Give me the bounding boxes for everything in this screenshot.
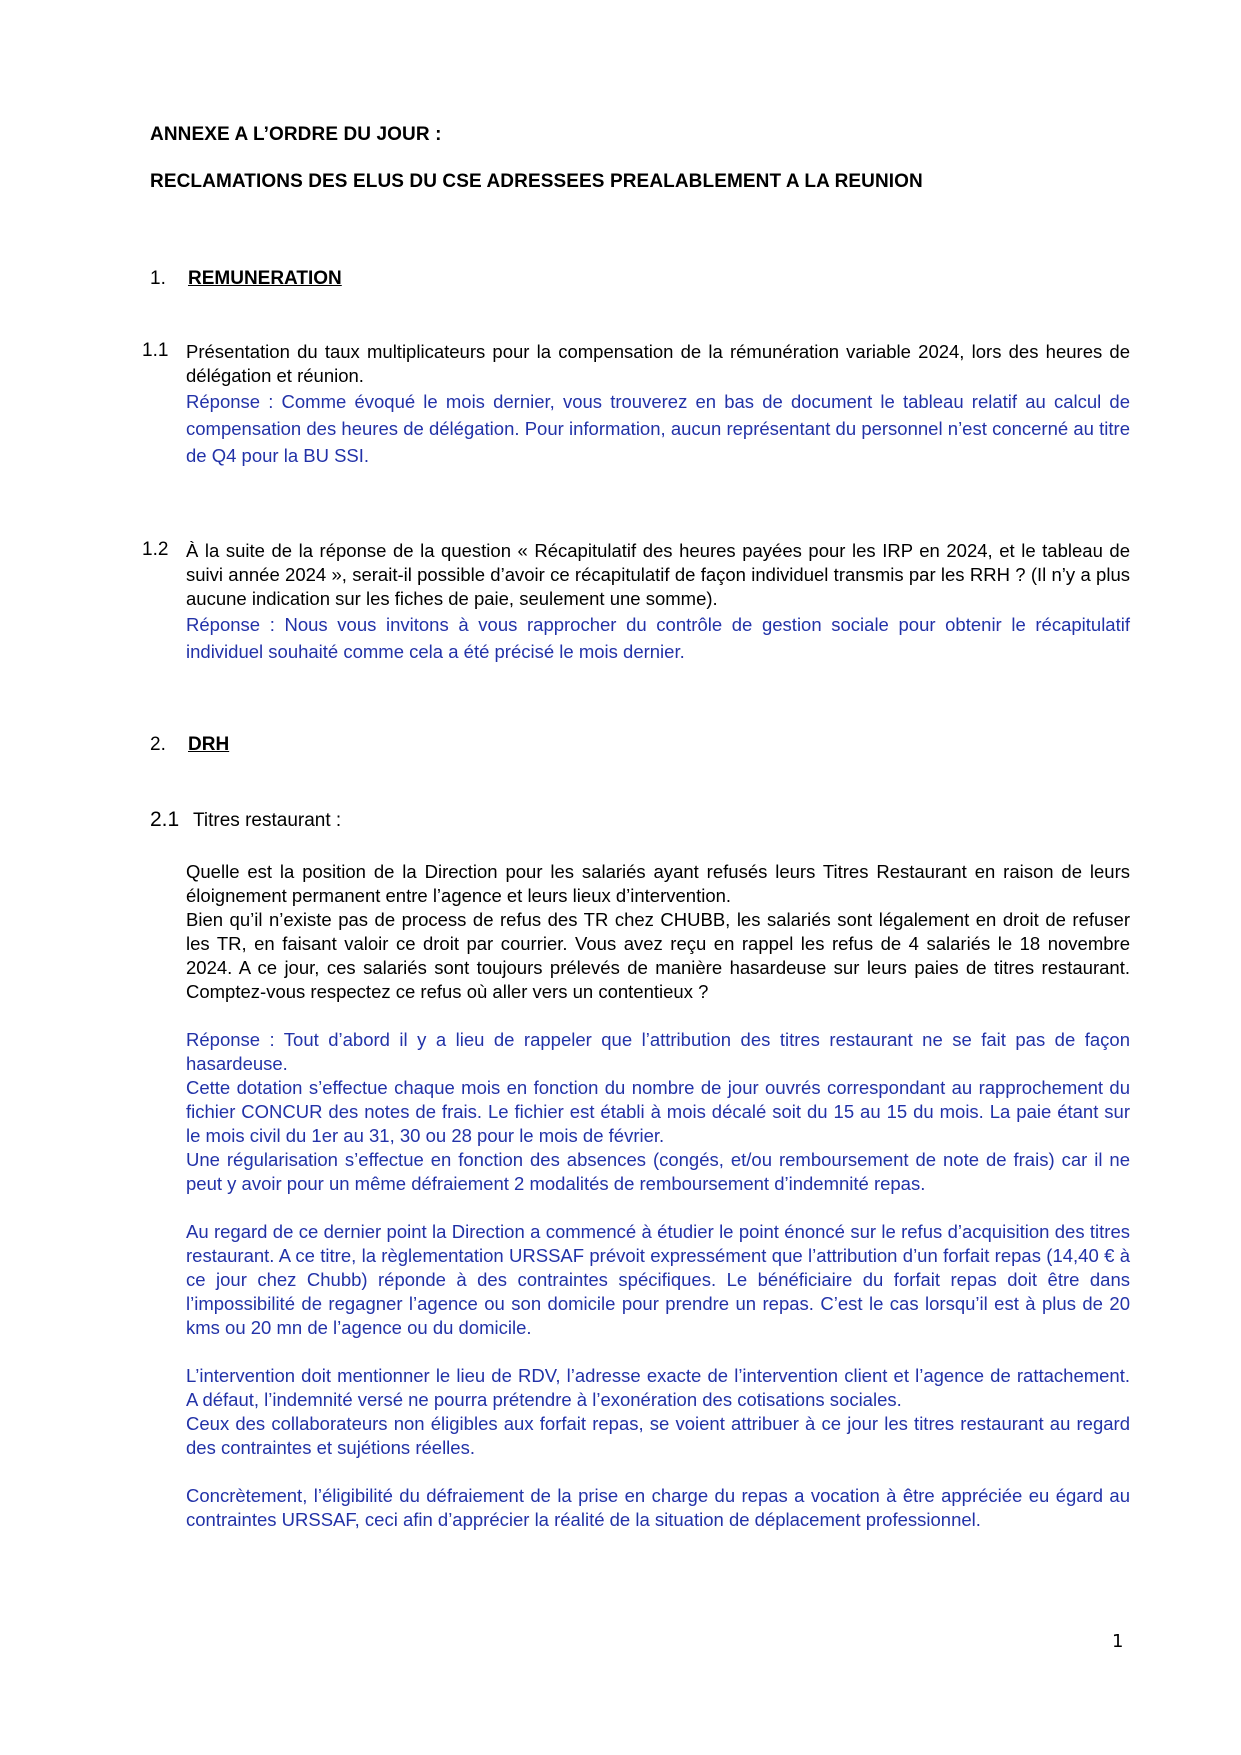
section-1-number: 1.	[150, 268, 166, 289]
question-1-2-block	[186, 539, 1130, 665]
subsection-2-1-title: Titres restaurant :	[193, 810, 342, 831]
section-1-title: REMUNERATION	[188, 268, 342, 289]
answer-1-1-text: Réponse : Comme évoqué le mois dernier, vous trouverez en bas de document le tableau relatif au calcul de compensation des heures de délégation. Pour information, aucun représentant du personnel n’est concerné au titre de Q4 pour la BU SSI.	[186, 391, 1130, 466]
question-1-2-number: 1.2	[142, 539, 169, 560]
subsection-2-1-number: 2.1	[150, 808, 180, 831]
question-1-1-text: Présentation du taux multiplicateurs pour la compensation de la rémunération variable 2024, lors des heures de délégation et réunion.	[186, 341, 1130, 386]
question-1-1-number: 1.1	[142, 340, 169, 361]
answer-2-1-p2: Cette dotation s’effectue chaque mois en fonction du nombre de jour ouvrés correspondant au rapprochement du fichier CONCUR des notes de frais. Le fichier est établi à mois décalé soit du 15 au 15 du mois. La paie étant sur le mois civil du 1er au 31, 30 ou 28 pour le mois de février.	[186, 1077, 1130, 1146]
question-2-1-p1: Quelle est la position de la Direction pour les salariés ayant refusés leurs Titres Restaurant en raison de leurs éloignement permanent entre l’agence et leurs lieux d’intervention.	[186, 861, 1130, 906]
annex-title: ANNEXE A L’ORDRE DU JOUR :	[150, 124, 442, 145]
question-1-2-text: À la suite de la réponse de la question « Récapitulatif des heures payées pour les IRP en 2024, et le tableau de suivi année 2024 », serait-il possible d’avoir ce récapitulatif de façon individuel transmis par les RRH ? (Il n’y a plus aucune indication sur les fiches de paie, seulement une somme).	[186, 540, 1130, 609]
section-2-title: DRH	[188, 734, 230, 755]
answer-2-1-p6: Ceux des collaborateurs non éligibles aux forfait repas, se voient attribuer à ce jour les titres restaurant au regard des contraintes et sujétions réelles.	[186, 1413, 1130, 1458]
answer-2-1-p7: Concrètement, l’éligibilité du défraiement de la prise en charge du repas a vocation à être appréciée eu égard au contraintes URSSAF, ceci afin d’apprécier la réalité de la situation de déplacement professionnel.	[186, 1485, 1130, 1530]
answer-2-1-p3: Une régularisation s’effectue en fonction des absences (congés, et/ou remboursement de note de frais) car il ne peut y avoir pour un même défraiement 2 modalités de remboursement d’indemnité repas.	[186, 1149, 1130, 1194]
page-number: 1	[1112, 1631, 1124, 1652]
subsection-2-1-body	[186, 860, 1130, 1532]
answer-1-2-text: Réponse : Nous vous invitons à vous rapprocher du contrôle de gestion sociale pour obtenir le récapitulatif individuel souhaité comme cela a été précisé le mois dernier.	[186, 614, 1130, 662]
question-2-1-p2: Bien qu’il n’existe pas de process de refus des TR chez CHUBB, les salariés sont légalement en droit de refuser les TR, en faisant valoir ce droit par courrier. Vous avez reçu en rappel les refus de 4 salariés le 18 novembre 2024. A ce jour, ces salariés sont toujours prélevés de manière hasardeuse sur leurs paies de titres restaurant. Comptez-vous respectez ce refus où aller vers un contentieux ?	[186, 909, 1130, 1002]
answer-2-1-p4: Au regard de ce dernier point la Direction a commencé à étudier le point énoncé sur le refus d’acquisition des titres restaurant. A ce titre, la règlementation URSSAF prévoit expressément que l’attribution d’un forfait repas (14,40 € à ce jour chez Chubb) réponde à des contraintes spécifiques. Le bénéficiaire du forfait repas doit être dans l’impossibilité de regagner l’agence ou son domicile pour prendre un repas. C’est le cas lorsqu’il est à plus de 20 kms ou 20 mn de l’agence ou du domicile.	[186, 1221, 1130, 1338]
answer-2-1-p1: Réponse : Tout d’abord il y a lieu de rappeler que l’attribution des titres restaurant ne se fait pas de façon hasardeuse.	[186, 1029, 1130, 1074]
annex-subtitle: RECLAMATIONS DES ELUS DU CSE ADRESSEES PREALABLEMENT A LA REUNION	[150, 171, 923, 192]
question-1-1-block	[186, 340, 1130, 469]
answer-2-1-p5: L’intervention doit mentionner le lieu de RDV, l’adresse exacte de l’intervention client et l’agence de rattachement. A défaut, l’indemnité versé ne pourra prétendre à l’exonération des cotisations sociales.	[186, 1365, 1130, 1410]
section-2-number: 2.	[150, 734, 166, 755]
